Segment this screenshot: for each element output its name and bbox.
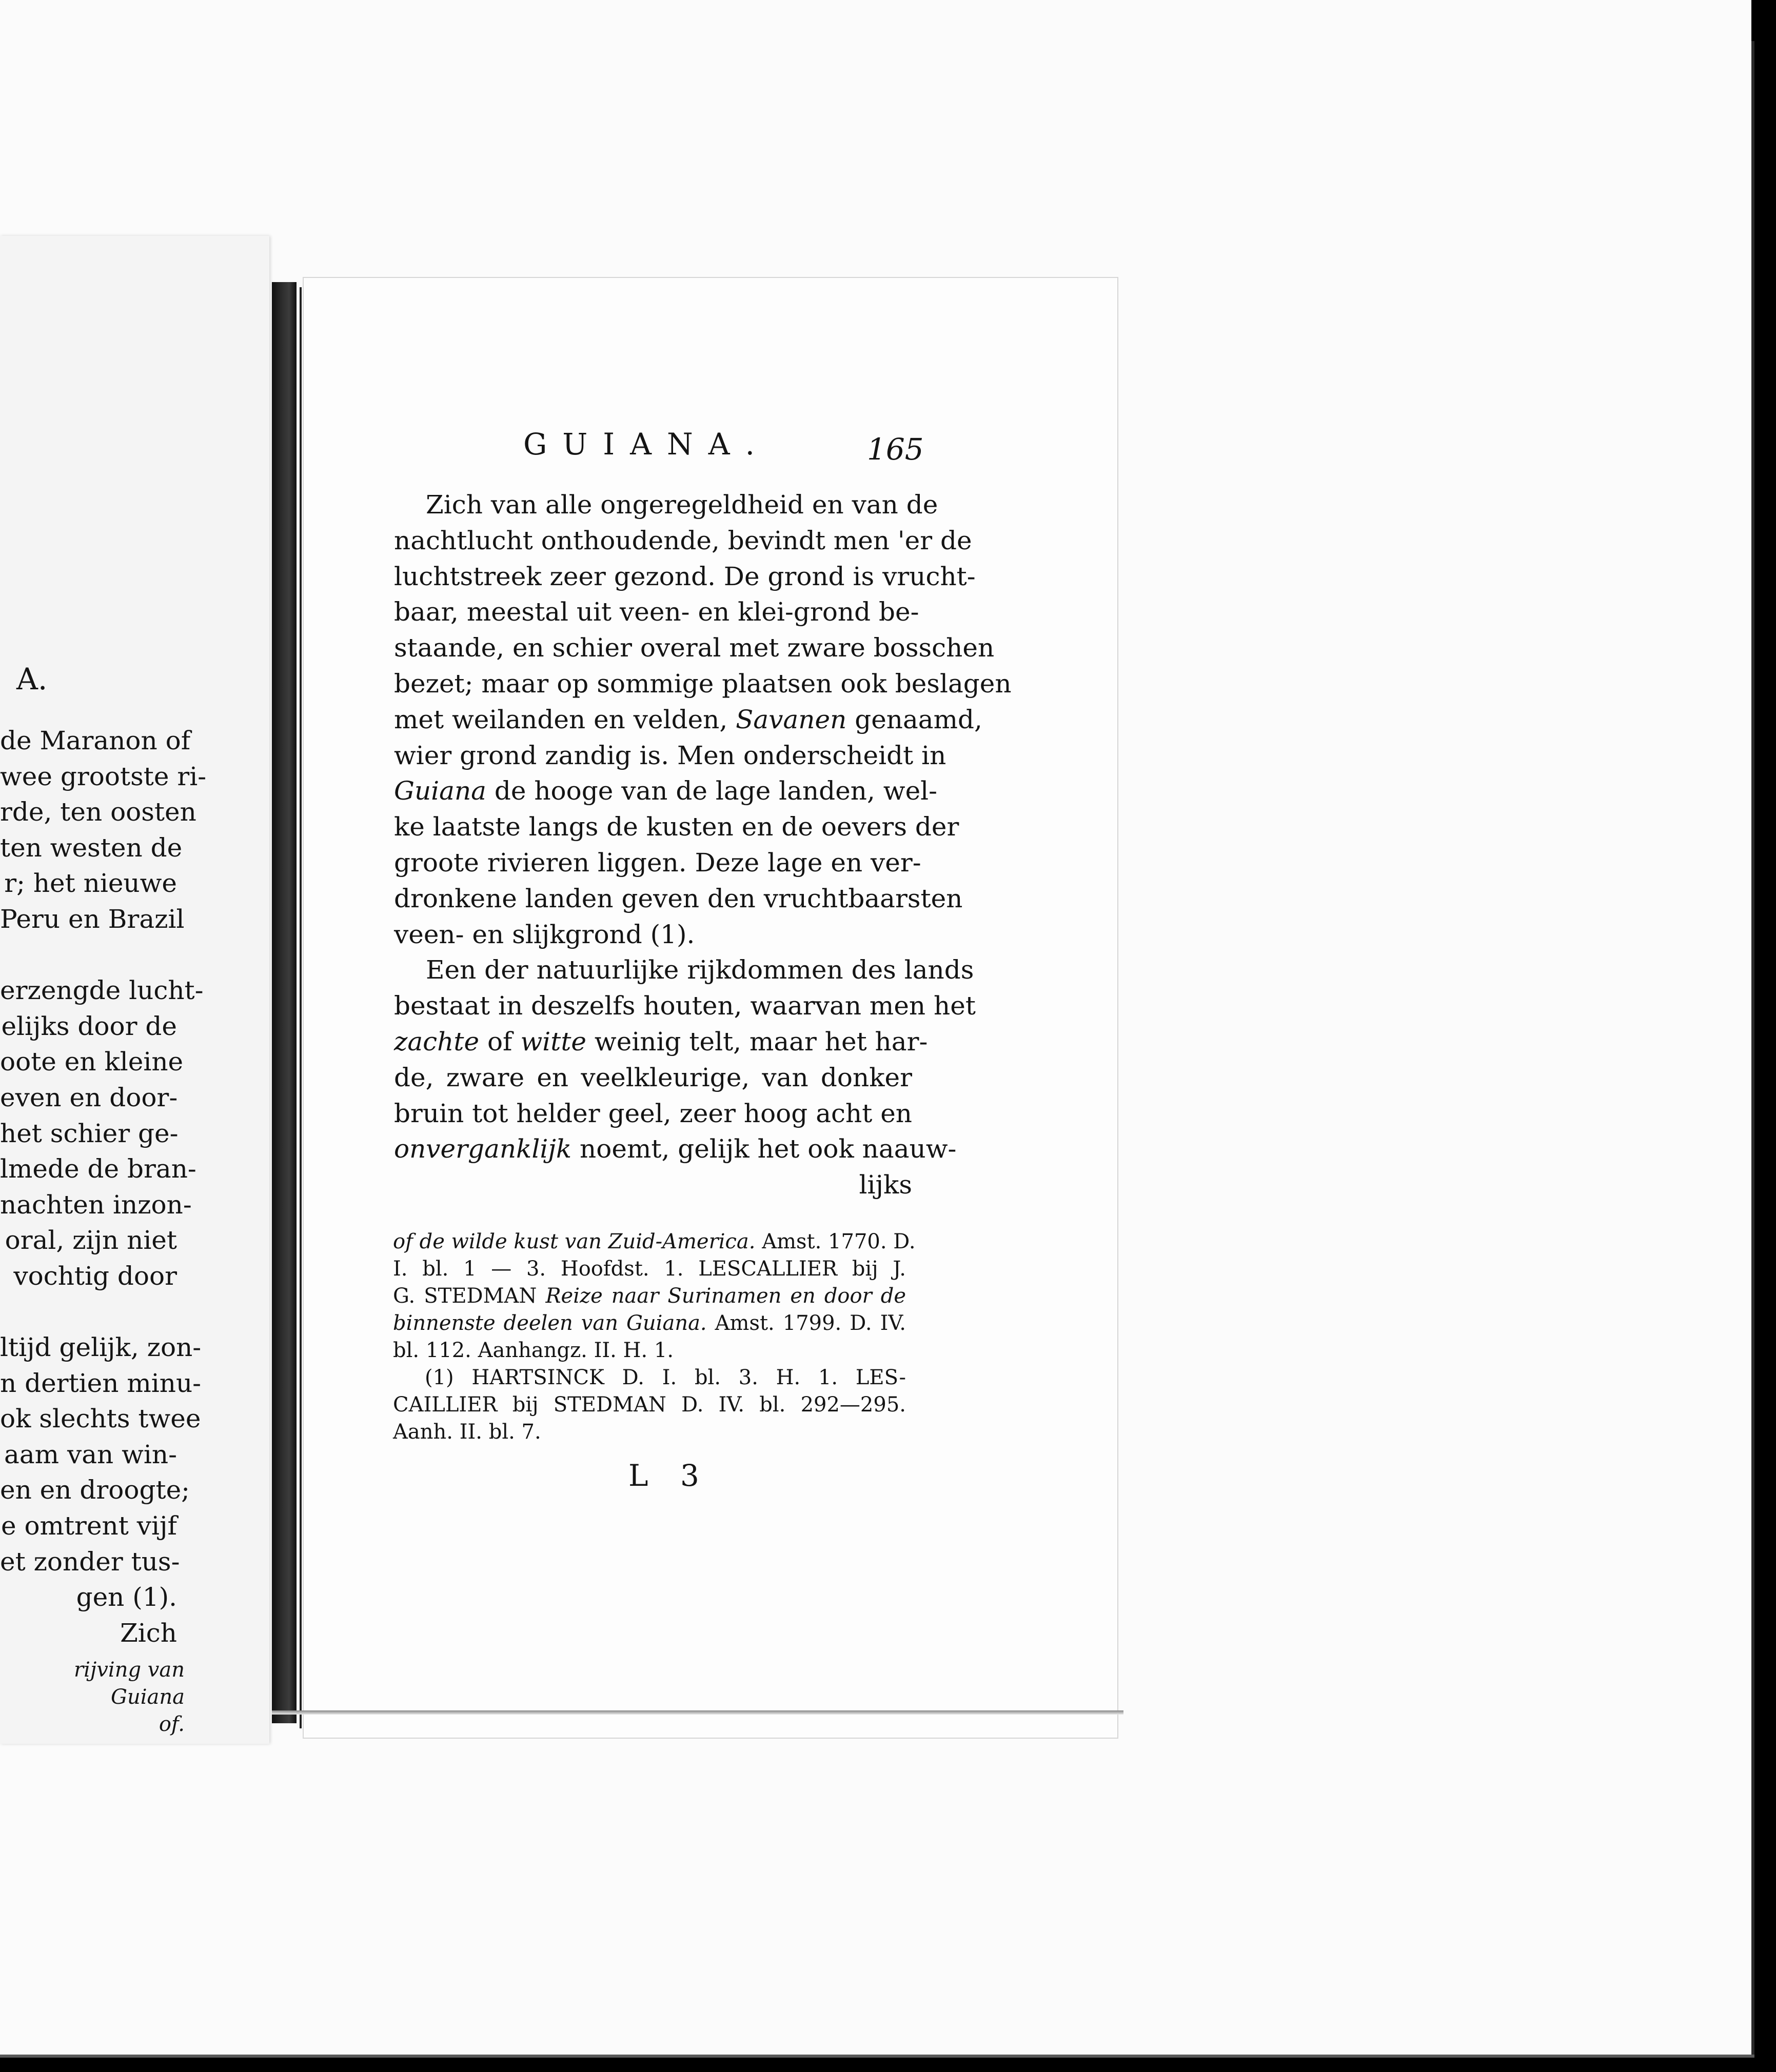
text-line xyxy=(394,1024,928,1060)
italic-term: witte xyxy=(520,1026,587,1057)
footnote-line: I. bl. 1 — 3. Hoofdst. 1. LESCALLIER bij J. xyxy=(393,1257,906,1281)
footnote-title: binnenste deelen van Guiana. xyxy=(393,1311,707,1335)
left-text-line: vochtig door xyxy=(13,1261,177,1291)
footnote-line xyxy=(393,1310,906,1337)
left-text-line: even en door- xyxy=(0,1082,178,1112)
left-text-line: het schier ge- xyxy=(0,1118,179,1148)
text-line xyxy=(394,1131,957,1167)
left-footnote-line: rijving van Guiana xyxy=(74,1658,185,1709)
left-text-line: de Maranon of xyxy=(0,726,191,755)
left-text-line: oral, zijn niet xyxy=(5,1225,177,1256)
text-run: of xyxy=(479,1026,521,1057)
left-text-line: ok slechts twee xyxy=(0,1404,201,1434)
text-line: ke laatste langs de kusten en de oevers der xyxy=(394,812,959,842)
left-text-line: en en droogte; xyxy=(0,1475,190,1505)
left-page-footnote xyxy=(0,1657,185,1738)
text-run: genaamd, xyxy=(846,704,982,734)
text-line: bezet; maar op sommige plaatsen ook beslagen xyxy=(394,668,1012,699)
text-line: bruin tot helder geel, zeer hoog acht en xyxy=(394,1098,912,1128)
left-text-line: aam van win- xyxy=(4,1439,177,1469)
body-text xyxy=(394,487,1012,1203)
left-text-line: e omtrent vijf xyxy=(1,1511,177,1541)
text-run: met weilanden en velden, xyxy=(394,704,736,734)
footnote-line xyxy=(393,1228,916,1256)
text-line: nachtlucht onthoudende, bevindt men 'er de xyxy=(394,525,972,555)
text-line: groote rivieren liggen. Deze lage en ver- xyxy=(394,847,921,878)
footnote-line xyxy=(393,1283,906,1310)
signature-mark: L 3 xyxy=(628,1458,711,1493)
italic-term: zachte xyxy=(394,1026,480,1057)
left-text-line: lmede de bran- xyxy=(0,1154,196,1184)
left-text-line: wee grootste ri- xyxy=(0,761,207,791)
footnote-line: bl. 112. Aanhangz. II. H. 1. xyxy=(393,1339,674,1362)
left-text-line: oote en kleine xyxy=(0,1047,184,1077)
left-text-line: gen (1). xyxy=(76,1582,177,1612)
text-line: Een der natuurlijke rijkdommen des lands xyxy=(426,955,974,985)
left-page-text xyxy=(0,723,207,1651)
footnote-title: Reize naar Surinamen en door de xyxy=(545,1284,906,1308)
left-page xyxy=(0,236,269,1744)
text-line: wier grond zandig is. Men onderscheidt in xyxy=(394,740,946,770)
text-line xyxy=(394,702,982,738)
left-text-line: r; het nieuwe xyxy=(4,868,177,899)
footnotes xyxy=(393,1228,916,1446)
text-run: noemt, gelijk het ook naauw- xyxy=(571,1134,957,1164)
left-text-line xyxy=(0,1294,177,1330)
text-line: dronkene landen geven den vruchtbaarsten xyxy=(394,883,963,913)
footnote-title: of de wilde kust van Zuid-America. xyxy=(393,1230,756,1253)
footnote-line: Aanh. II. bl. 7. xyxy=(393,1420,541,1444)
text-line: Zich van alle ongeregeldheid en van de xyxy=(426,490,938,520)
italic-term: Guiana xyxy=(394,776,486,806)
left-text-line: Zich xyxy=(120,1618,177,1648)
text-line: baar, meestal uit veen- en klei-grond be- xyxy=(394,597,919,627)
left-footnote-line: of. xyxy=(159,1712,185,1736)
scan-edge-right xyxy=(1751,41,1754,2055)
text-run: G. STEDMAN xyxy=(393,1284,546,1308)
text-line: de, zware en veelkleurige, van donker xyxy=(394,1062,912,1092)
left-text-line: et zonder tus- xyxy=(0,1546,180,1577)
left-text-line: elijks door de xyxy=(1,1011,177,1041)
text-line: bestaat in deszelfs houten, waarvan men het xyxy=(394,991,976,1021)
footnote-line: (1) HARTSINCK D. I. bl. 3. H. 1. LES- xyxy=(425,1366,906,1389)
text-line: luchtstreek zeer gezond. De grond is vrucht- xyxy=(394,561,976,591)
left-text-line: rde, ten oosten xyxy=(0,797,196,827)
italic-term: Savanen xyxy=(736,704,847,734)
italic-term: onverganklijk xyxy=(394,1134,572,1164)
text-run: weinig telt, maar het har- xyxy=(586,1026,928,1057)
left-text-line xyxy=(0,938,177,973)
left-text-line: ten westen de xyxy=(0,832,183,863)
text-run: de hooge van de lage landen, wel- xyxy=(486,776,938,806)
footnote-line: CAILLIER bij STEDMAN D. IV. bl. 292—295. xyxy=(393,1393,906,1417)
gutter-line xyxy=(300,287,302,1728)
text-line: veen- en slijkgrond (1). xyxy=(394,919,695,949)
page-bottom-edge xyxy=(272,1710,1123,1715)
left-running-head: A. xyxy=(16,662,48,696)
text-line: staande, en schier overal met zware bosschen xyxy=(394,633,995,663)
page-number: 165 xyxy=(867,432,924,467)
scan-edge-bottom xyxy=(0,2055,1754,2058)
text-run: Amst. 1770. D. xyxy=(755,1230,916,1253)
text-line xyxy=(394,773,938,809)
text-run: Amst. 1799. D. IV. xyxy=(706,1311,906,1335)
left-text-line: ltijd gelijk, zon- xyxy=(0,1332,202,1363)
book-gutter xyxy=(272,282,297,1723)
left-text-line: erzengde lucht- xyxy=(0,975,204,1006)
catchword: lijks xyxy=(859,1170,912,1200)
running-head: GUIANA. xyxy=(523,427,771,462)
left-text-line: Peru en Brazil xyxy=(0,904,185,934)
left-text-line: n dertien minu- xyxy=(0,1368,202,1398)
left-text-line: nachten inzon- xyxy=(0,1189,192,1220)
